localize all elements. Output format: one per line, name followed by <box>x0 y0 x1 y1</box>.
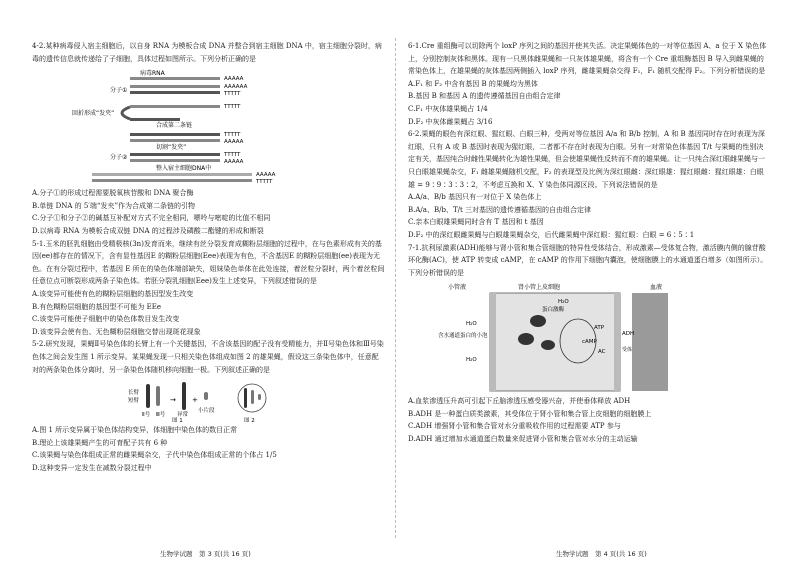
fig-receptor: 受体 <box>622 347 633 354</box>
fig-mol1-label: 分子① <box>110 87 128 95</box>
q6-1-option-b: B.基因 B 和基因 A 的遗传遵循基因自由组合定律 <box>408 92 561 101</box>
fig-camp: cAMP <box>582 339 597 346</box>
fig-h2o-1: H₂O <box>466 321 477 328</box>
fig-h2o-3: H₂O <box>558 299 569 306</box>
column-divider <box>395 38 396 538</box>
fig2-chr-c <box>258 394 261 400</box>
fig-host-seq2: TTTTT <box>256 179 273 186</box>
fig-atp: ATP <box>594 325 605 332</box>
q7-1-option-c: C.ADH 增强肾小管和集合管对水分重吸收作用的过程需要 ATP 参与 <box>408 422 621 431</box>
fig-rna-seq: AAAAA <box>224 76 244 83</box>
left-footer: 生物学试题 第 3 页(共 16 页) <box>160 550 251 558</box>
fig2-chr-b <box>251 390 254 404</box>
question-4-2-stem: 4-2.某种病毒侵入宿主细胞后，以自身 RNA 为模板合成 DNA 并整合到宿主细胞 DNA 中，宿主细胞分裂时，病毒的遗传信息就传递给了子细胞，具体过程如图所示。下列分析正确的是 <box>32 42 382 63</box>
fig2-caption: 图 2 <box>244 418 255 423</box>
basolateral-membrane <box>614 293 620 391</box>
vesicle-2 <box>518 333 534 345</box>
hairpin-top <box>130 105 220 108</box>
q5-1-option-a: A.该变异可能使有色的糊粉层细胞的基因型发生改变 <box>32 289 194 298</box>
fig-h2o-2: H₂O <box>466 357 477 364</box>
fig2-chr-a <box>244 388 247 408</box>
q7-1-option-a: A.血浆渗透压升高可引起下丘脑渗透压感受器兴奋，并使垂体释放 ADH <box>408 397 631 406</box>
fig-rna-label: 病毒RNA <box>140 70 165 78</box>
fig-cut-seq-top: TTTTT <box>224 132 241 139</box>
figure-adh-mechanism <box>408 281 768 393</box>
host-dna-top <box>92 173 252 176</box>
q6-2-option-b: B.A/a、B/b、T/t 三对基因的遗传遵循基因的自由组合定律 <box>408 205 592 214</box>
mol2-top-strand <box>130 153 220 156</box>
question-5-1-stem: 5-1.玉米的胚乳细胞由受精极核(3n)发育而来，继续有丝分裂发育成糊粉层细胞的过程中，在与色素形成有关的基因(ee)都存在的情况下，含有显性基因E 的糊粉层细胞(Eee)表现为有色，不含基因E 的糊粉层细胞(ee)表现为无色。在有分裂过程中，若基因 E 所在的染色体端部缺失，姐妹染色单体在此处连接，着丝粒分裂时，两个着丝粒间任意位点可断裂形成两条子染色体。若胚分裂乳细胞(Eee)发生上述变异，下列叙述错误的是 <box>32 239 385 286</box>
q5-2-option-d: D.这种变异一定发生在减数分裂过程中 <box>32 463 152 472</box>
right-footer: 生物学试题 第 4 页(共 16 页) <box>556 550 647 558</box>
cut-top-strand <box>130 133 220 136</box>
fig1-chr2: Ⅱ号 <box>142 412 151 419</box>
q6-2-option-a: A.A/a、B/b 基因只有一对位于 X 染色体上 <box>408 193 542 202</box>
question-5-2-stem: 5-2.研究发现，果蝇Ⅱ号染色体的长臂上有一个关键基因，不含该基因的配子没有受精能力，并Ⅱ号染色体和Ⅲ号染色体之间会发生图 1 所示变异。某果蝇发现一只相关染色体组成如图 2 的雄果蝇，假设这三条染色体中，任意配对的两条染色体分离时，另一条染色体随机移向细胞一极。下列叙述正确的是 <box>32 340 384 374</box>
fig-lumen-label: 小管液 <box>448 284 467 292</box>
fig1-chr3: Ⅲ号 <box>156 412 166 419</box>
reverse-transcription-diagram <box>32 67 385 185</box>
apical-membrane <box>490 293 496 391</box>
rna-strand <box>130 77 220 80</box>
fig-synth-seq: TTTTT <box>224 104 241 111</box>
fig-cut-seq-bot: AAAAA <box>224 139 244 146</box>
fig-blood-label: 血液 <box>650 284 663 292</box>
q4-2-option-d: D.以病毒 RNA 为模板合成双链 DNA 的过程涉及磷酸二酯键的形成和断裂 <box>32 226 264 235</box>
q7-1-option-b: B.ADH 是一种蛋白质类激素，其受体位于肾小管和集合管上皮细胞的细胞膜上 <box>408 409 652 418</box>
fig1-short-arm: 短臂 <box>128 398 140 405</box>
mol1-bottom-strand <box>130 91 220 94</box>
q5-1-option-b: B.有色糊粉层细胞的基因型不可能为 EEe <box>32 302 161 311</box>
cut-bottom-strand <box>130 139 220 142</box>
q4-2-option-c: C.分子①和分子②的碱基互补配对方式不完全相同，嘌呤与嘧啶的比值不相同 <box>32 214 271 223</box>
question-7-1-stem: 7-1.抗利尿激素(ADH)能够与肾小管和集合管细胞的特异性受体结合，形成激素—受体复合物，激活膜内侧的腺苷酸环化酶(AC)，使 ATP 转变成 cAMP，在 cAMP 的作用下细胞内囊泡，使细胞膜上的水通道蛋白增多（如图所示）。下列分析错误的是 <box>408 243 768 277</box>
adh-diagram <box>408 281 768 393</box>
small-fragment <box>204 392 208 400</box>
fig-cell-label: 肾小管上皮细胞 <box>518 284 561 292</box>
fig-integrate-label: 整入宿主细胞DNA中 <box>156 165 212 173</box>
question-6-2-stem: 6-2.果蝇的眼色有深红眼、猩红眼、白眼三种，受两对等位基因 A/a 和 B/b 控制，A 和 B 基因同时存在时表现为深红眼，只有 A 或 B 基因时表现为猩红眼，二者都不存在时表现为白眼。另有一对常染色体基因 T/t 与果蝇的性别决定有关，基因纯合时雌性果蝇转化为雄性果蝇，但会使雄果蝇性反转而不育的雄果蝇。让一只纯合深红眼雌果蝇与一只白眼雄果蝇杂交，F₁ 雌雄果蝇随机交配，F₂ 的表现型及比例为深红眼雌：深红眼雄：猩红眼雌：猩红眼雄：白眼雄 = 9∶9∶3∶3∶2，不考虑互换和 X、Y 染色体同源区段。下列说法错误的是 <box>408 130 765 189</box>
fig-water-channel: 含水通道蛋白的小泡 <box>438 333 488 340</box>
fig-mol1-bot: TTTTT <box>224 91 241 98</box>
q6-2-option-d: D.F₂ 中的深红眼雌果蝇与白眼雄果蝇杂交，后代雌果蝇中深红眼：猩红眼：白眼 = 6∶5∶1 <box>408 230 695 239</box>
hairpin-bottom <box>130 118 180 121</box>
q6-1-option-d: D.F₂ 中灰体雌果蝇占 3/16 <box>408 117 493 126</box>
fig-protein-kinase: 蛋白激酶 <box>542 307 565 314</box>
question-6-1-stem: 6-1.Cre 重组酶可以切除两个 loxP 序列之间的基因并使其失活。决定果蝇体色的一对等位基因 A、a 位于 X 染色体上，分别控制灰体和黑体。现有一只黑体雌果蝇和一只灰体雄果蝇，将含有一个 Cre 重组酶基因 B 导入到雌果蝇的常染色体上，在雄果蝇的灰体基因两侧插入 loxP 序列，雌雄果蝇杂交得 F₁，F₁ 随机交配得 F₂。下列分析错误的是 <box>408 42 767 76</box>
hairpin-loop <box>122 107 130 119</box>
q5-1-option-d: D.该变异会使有色、无色糊粉层细胞交替出现斑花现象 <box>32 327 201 336</box>
blood-vessel <box>632 293 668 391</box>
mol1-top-strand <box>130 85 220 88</box>
fused-chr <box>182 382 186 410</box>
fig-cut-label: 切割“发夹” <box>156 144 187 152</box>
q5-2-option-b: B.理论上该雄果蝇产生的可育配子共有 6 种 <box>32 438 168 447</box>
vesicle-3 <box>541 340 555 350</box>
fig1-variant: 异常 <box>177 412 189 419</box>
vesicle-1 <box>530 315 546 327</box>
mol2-bottom-strand <box>130 159 220 162</box>
q5-2-option-c: C.该果蝇与染色体组成正常的雌果蝇杂交，子代中染色体组成正常的个体占 1/5 <box>32 451 277 460</box>
q5-2-option-a: A.图 1 所示变异属于染色体结构变异，体细胞中染色体的数目正常 <box>32 426 238 435</box>
fig1-arrow: → <box>170 396 176 405</box>
fig-ac: AC <box>598 349 606 356</box>
fig1-small-chr: 小片段 <box>198 408 215 415</box>
q5-1-option-c: C.该变异可能使子细胞中的染色体数目发生改变 <box>32 315 180 324</box>
figure-chromosome-variant <box>32 378 385 422</box>
q7-1-option-d: D.ADH 通过增加水通道蛋白数量来促进肾小管和集合管对水分的主动运输 <box>408 435 638 444</box>
fig-loop-label: 回折形成“发夹” <box>72 110 115 118</box>
fig1-caption: 图 1 <box>172 418 183 423</box>
fig-mol2-label: 分子② <box>110 154 128 162</box>
q6-2-option-c: C.亲本白眼雄果蝇同时含有 T 基因和 t 基因 <box>408 218 544 227</box>
fig1-long-arm: 长臂 <box>128 390 140 397</box>
left-column <box>32 40 385 474</box>
q6-1-option-c: C.F₁ 中灰体雄果蝇占 1/4 <box>408 104 488 113</box>
figure-reverse-transcription <box>32 67 385 185</box>
chr2-body <box>146 384 150 408</box>
fig-mol2-bot: AAAAA <box>224 159 244 166</box>
host-dna-bottom <box>92 179 252 182</box>
q6-1-option-a: A.F₁ 和 F₂ 中含有基因 B 的果蝇均为黑体 <box>408 79 538 88</box>
q4-2-option-a: A.分子①的形成过程需要脱氧核苷酸和 DNA 聚合酶 <box>32 189 194 198</box>
fig-host-seq: AAAAA <box>256 172 276 179</box>
fig-adh: ADH <box>622 331 635 338</box>
fig1-plus: + <box>192 396 198 405</box>
chr3-body <box>156 386 160 406</box>
fig-mol1-top: AAAAAA <box>224 84 248 91</box>
fig-mol2-top: TTTTT <box>224 152 241 159</box>
chromosome-diagram <box>32 378 385 422</box>
right-column <box>408 40 768 446</box>
fig-synth-label: 合成第二条链 <box>156 122 193 130</box>
q4-2-option-b: B.单链 DNA 的 5′端“发夹”作为合成第二条链的引物 <box>32 201 196 210</box>
